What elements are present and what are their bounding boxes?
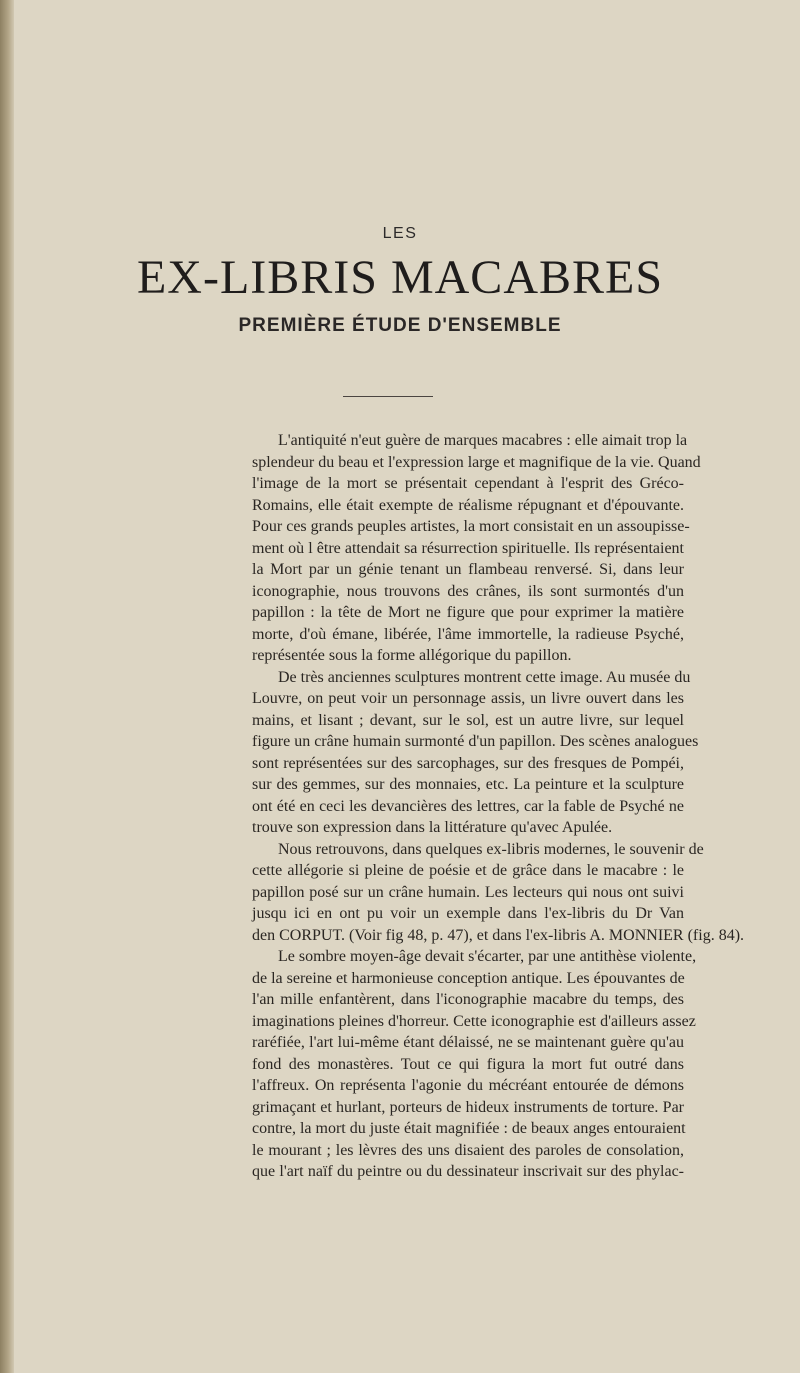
text-line: cette allégorie si pleine de poésie et de grâce dans le macabre : le	[252, 862, 684, 879]
text-line: contre, la mort du juste était magnifiée : de beaux anges entouraient	[252, 1120, 686, 1137]
text-line: den CORPUT. (Voir fig 48, p. 47), et dans l'ex-libris A. MONNIER (fig. 84).	[252, 926, 745, 944]
text-line: la Mort par un génie tenant un flambeau renversé. Si, dans leur	[252, 561, 684, 578]
text-line: figure un crâne humain surmonté d'un papillon. Des scènes analogues	[252, 733, 699, 750]
text-line: papillon : la tête de Mort ne figure que pour exprimer la matière	[252, 604, 684, 621]
divider-rule	[343, 396, 433, 397]
text-line: jusqu ici en ont pu voir un exemple dans l'ex-libris du Dr Van	[252, 905, 684, 922]
page-subtitle: PREMIÈRE ÉTUDE D'ENSEMBLE	[238, 315, 562, 336]
page-title: EX-LIBRIS MACABRES	[136, 251, 664, 304]
text-line: grimaçant et hurlant, porteurs de hideux instruments de torture. Par	[252, 1098, 684, 1116]
text-line: iconographie, nous trouvons des crânes, ils sont surmontés d'un	[252, 582, 684, 600]
text-line: représentée sous la forme allégorique du papillon.	[252, 647, 572, 664]
text-line: raréfiée, l'art lui-même étant délaissé, ne se maintenant guère qu'au	[252, 1034, 684, 1051]
text-line: Romains, elle était exempte de réalisme répugnant et d'épouvante.	[252, 496, 684, 514]
text-line: papillon posé sur un crâne humain. Les lecteurs qui nous ont suivi	[252, 883, 684, 901]
text-line: l'an mille enfantèrent, dans l'iconographie macabre du temps, des	[252, 991, 684, 1008]
text-line: De très anciennes sculptures montrent cette image. Au musée du	[278, 668, 691, 686]
text-line: ont été en ceci les devancières des lettres, car la fable de Psyché ne	[252, 797, 684, 815]
text-line: sont représentées sur des sarcophages, sur des fresques de Pompéi,	[252, 754, 684, 772]
text-line: morte, d'où émane, libérée, l'âme immortelle, la radieuse Psyché,	[252, 625, 684, 643]
text-line: que l'art naïf du peintre ou du dessinateur inscrivait sur des phylac-	[252, 1163, 684, 1180]
text-line: le mourant ; les lèvres des uns disaient des paroles de consolation,	[252, 1141, 684, 1159]
body-text	[252, 430, 745, 1183]
kicker-heading: LES	[382, 225, 418, 242]
text-line: Pour ces grands peuples artistes, la mort consistait en un assoupisse-	[252, 518, 690, 535]
text-line: de la sereine et harmonieuse conception antique. Les épouvantes de	[252, 969, 685, 987]
text-line: imaginations pleines d'horreur. Cette iconographie est d'ailleurs assez	[252, 1012, 696, 1030]
text-line: fond des monastères. Tout ce qui figura la mort fut outré dans	[252, 1055, 684, 1073]
text-line: trouve son expression dans la littérature qu'avec Apulée.	[252, 819, 613, 836]
text-line: L'antiquité n'eut guère de marques macabres : elle aimait trop la	[278, 432, 688, 449]
text-line: l'affreux. On représenta l'agonie du mécréant entourée de démons	[252, 1077, 684, 1094]
text-line: mains, et lisant ; devant, sur le sol, est un autre livre, sur lequel	[252, 711, 684, 729]
text-line: Nous retrouvons, dans quelques ex-libris modernes, le souvenir de	[278, 840, 704, 858]
text-line: Louvre, on peut voir un personnage assis, un livre ouvert dans les	[252, 690, 684, 707]
text-line: Le sombre moyen-âge devait s'écarter, par une antithèse violente,	[278, 948, 697, 965]
text-line: ment où l être attendait sa résurrection spirituelle. Ils représentaient	[252, 539, 684, 557]
book-spine-shadow	[0, 0, 14, 1373]
text-line: l'image de la mort se présentait cependant à l'esprit des Gréco-	[252, 475, 684, 492]
text-line: sur des gemmes, sur des monnaies, etc. La peinture et la sculpture	[252, 776, 684, 793]
text-line: splendeur du beau et l'expression large et magnifique de la vie. Quand	[252, 453, 701, 471]
